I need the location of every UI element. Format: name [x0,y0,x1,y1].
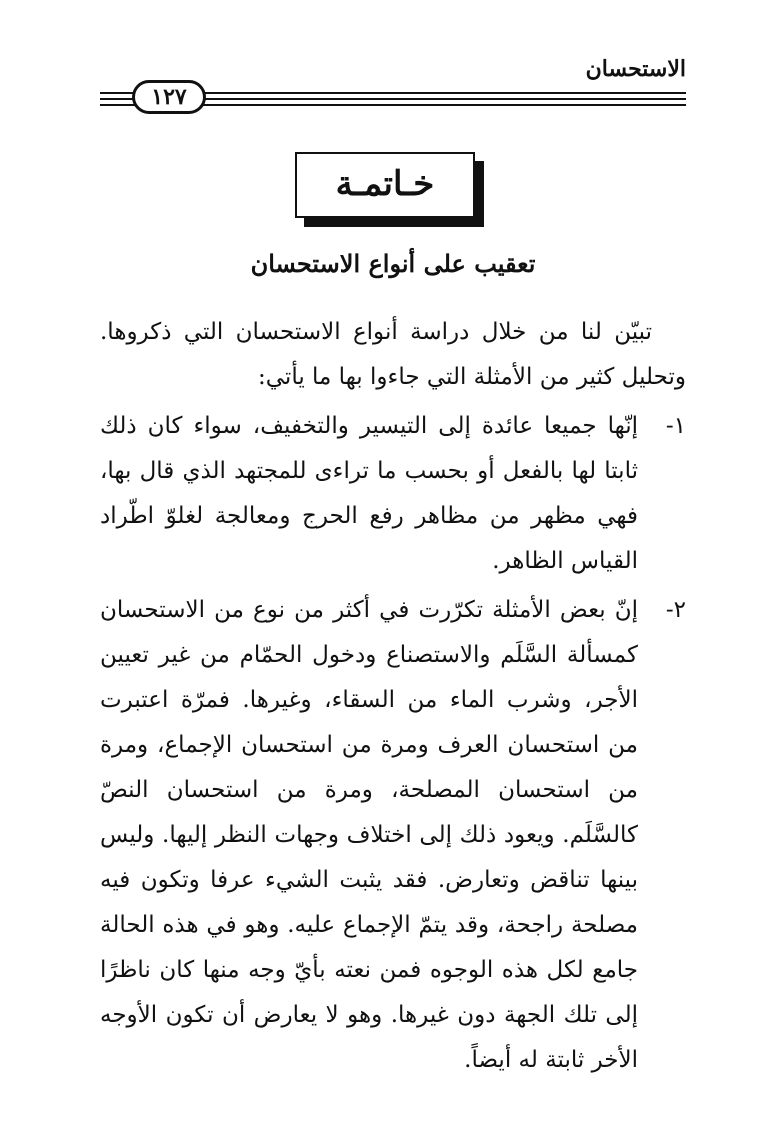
section-title: تعقيب على أنواع الاستحسان [250,249,536,278]
list-item-number: ١- [665,413,686,439]
list-item-text: إنّها جميعا عائدة إلى التيسير والتخفيف، سواء كان ذلك ثابتا لها بالفعل أو بحسب ما تراءى للمجتهد الذي قال بها، فهي مظهر من مظاهر رفع الحرج ومعالجة لغلوّ اطّراد القياس الظاهر. [100,413,638,574]
chapter-title: خـاتمـة [295,152,475,218]
list-item [100,588,686,1083]
list-item [100,404,686,584]
page-number: ١٢٧ [132,80,206,114]
list-item-text: إنّ بعض الأمثلة تكرّرت في أكثر من نوع من الاستحسان كمسألة السَّلَم والاستصناع ودخول الحمّام من غير تعيين الأجر، وشرب الماء من السقاء، وغيرها. فمرّة اعتبرت من استحسان العرف ومرة من استحسان الإجماع، ومرة من استحسان المصلحة، ومرة من استحسان النصّ كالسَّلَم. ويعود ذلك إلى اختلاف وجهات النظر إليها. وليس بينها تناقض وتعارض. فقد يثبت الشيء عرفا وتكون فيه مصلحة راجحة، وقد يتمّ الإجماع عليه. وهو في هذه الحالة جامع لكل هذه الوجوه فمن نعته بأيّ وجه منها كان ناظرًا إلى تلك الجهة دون غيرها. وهو لا يعارض أن تكون الأوجه الأخر ثابتة له أيضاً. [100,597,638,1073]
list-item-number: ٢- [665,597,686,623]
running-title: الاستحسان [585,56,686,82]
body-text [100,310,686,1083]
intro-paragraph: تبيّن لنا من خلال دراسة أنواع الاستحسان التي ذكروها. وتحليل كثير من الأمثلة التي جاءوا بها ما يأتي: [100,319,686,390]
